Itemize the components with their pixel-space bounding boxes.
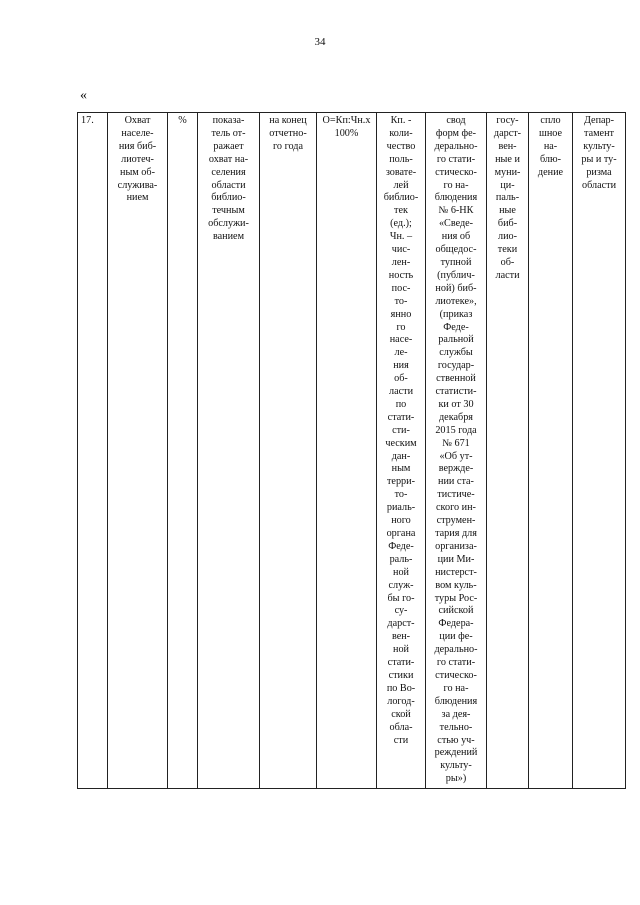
indicator-name-cell: Охват населе- ния биб- лиотеч- ным об- служива- нием — [108, 113, 168, 789]
data-source-cell: свод форм фе- дерально- го стати- стическо- го на- блюдения № 6-НК «Сведе- ния об общедос- тупной (публич- ной) биб- лиотеке», (приказ Феде- ральной службы государ- ственной статисти- ки от 30 декабря 2015 года № 671 «Об ут- вержде- нии ста- тистиче- ского ин- струмен- тария для организа- ции Ми- нистерст- вом куль- туры Рос- сийской Федера- ции фе- дерально- го стати- стическо- го на- блюдения за дея- тельно- стью уч- реждений культу- ры») — [426, 113, 487, 789]
unit-cell: % — [168, 113, 198, 789]
observation-object-cell: госу- дарст- вен- ные и муни- ци- паль- ные биб- лио- теки об- ласти — [487, 113, 529, 789]
description-cell: показа- тель от- ражает охват на- селения области библио- течным обслужи- ванием — [198, 113, 260, 789]
opening-quote-mark: « — [80, 88, 87, 103]
indicator-table — [77, 112, 626, 789]
variables-cell: Кп. - коли- чество поль- зовате- лей библио- тек (ед.); Чн. – чис- лен- ность пос- то- янно го насе- ле- ния об- ласти по стати- сти- ческим дан- ным терри- то- риаль- ного органа Феде- раль- ной служ- бы го- су- дарст- вен- ной стати- стики по Во- логод- ской обла- сти — [377, 113, 426, 789]
formula-cell: О=Кп:Чн.х 100% — [317, 113, 377, 789]
row-number-cell: 17. — [78, 113, 108, 789]
table-row — [78, 113, 626, 789]
observation-method-cell: спло шное на- блю- дение — [529, 113, 573, 789]
page-number: 34 — [314, 36, 326, 48]
responsible-body-cell: Депар- тамент культу- ры и ту- ризма области — [573, 113, 626, 789]
period-cell: на конец отчетно- го года — [260, 113, 317, 789]
